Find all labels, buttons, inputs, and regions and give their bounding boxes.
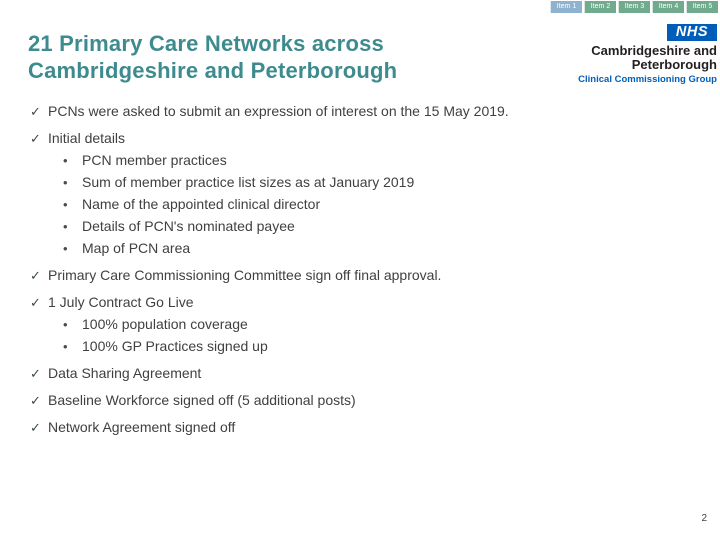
bullet-item <box>63 175 670 190</box>
nav-tabs <box>550 1 718 13</box>
page-number: 2 <box>701 513 707 524</box>
check-icon: ✓ <box>30 295 41 310</box>
nhs-logo-icon: NHS <box>667 24 717 41</box>
bullet-text: Sum of member practice list sizes as at January 2019 <box>82 174 415 190</box>
bullet-dot-icon: • <box>63 175 68 190</box>
bullet-text: PCN member practices <box>82 152 227 168</box>
check-icon: ✓ <box>30 268 41 283</box>
bullet-text: Details of PCN's nominated payee <box>82 218 295 234</box>
bullet-dot-icon: • <box>63 219 68 234</box>
nav-tab-item-5[interactable]: Item 5 <box>686 1 718 13</box>
bullet-item <box>63 339 670 354</box>
bullet-item <box>63 153 670 168</box>
slide-title-line1: 21 Primary Care Networks across <box>28 31 384 56</box>
slide-title-line2: Cambridgeshire and Peterborough <box>28 58 398 83</box>
bullet-text: 100% population coverage <box>82 316 248 332</box>
bullet-text: PCNs were asked to submit an expression of interest on the 15 May 2019. <box>48 103 509 119</box>
bullet-item <box>63 197 670 212</box>
bullet-text: Primary Care Commissioning Committee sign off final approval. <box>48 267 442 283</box>
check-icon: ✓ <box>30 104 41 119</box>
nav-tab-item-1[interactable]: Item 1 <box>550 1 582 13</box>
bullet-item <box>30 268 670 283</box>
bullet-item <box>63 317 670 332</box>
check-icon: ✓ <box>30 131 41 146</box>
check-icon: ✓ <box>30 420 41 435</box>
bullet-dot-icon: • <box>63 197 68 212</box>
bullet-text: Map of PCN area <box>82 240 191 256</box>
bullet-list <box>30 104 670 435</box>
bullet-dot-icon: • <box>63 339 68 354</box>
bullet-dot-icon: • <box>63 317 68 332</box>
bullet-item <box>30 393 670 408</box>
bullet-text: 1 July Contract Go Live <box>48 294 194 310</box>
logo-subtitle: Clinical Commissioning Group <box>578 74 717 85</box>
bullet-text: Baseline Workforce signed off (5 additional posts) <box>48 392 356 408</box>
bullet-item <box>30 366 670 381</box>
nav-tab-item-4[interactable]: Item 4 <box>652 1 684 13</box>
check-icon: ✓ <box>30 393 41 408</box>
bullet-item <box>63 219 670 234</box>
logo-org-line1: Cambridgeshire and <box>591 43 717 58</box>
nav-tab-item-3[interactable]: Item 3 <box>618 1 650 13</box>
slide-title <box>28 30 548 84</box>
bullet-text: 100% GP Practices signed up <box>82 338 268 354</box>
bullet-item <box>30 131 670 146</box>
bullet-dot-icon: • <box>63 153 68 168</box>
nav-tab-item-2[interactable]: Item 2 <box>584 1 616 13</box>
bullet-text: Name of the appointed clinical director <box>82 196 321 212</box>
bullet-dot-icon: • <box>63 241 68 256</box>
bullet-item <box>30 295 670 310</box>
bullet-text: Data Sharing Agreement <box>48 365 202 381</box>
bullet-item <box>30 420 670 435</box>
bullet-item <box>30 104 670 119</box>
bullet-text: Network Agreement signed off <box>48 419 236 435</box>
bullet-item <box>63 241 670 256</box>
check-icon: ✓ <box>30 366 41 381</box>
bullet-text: Initial details <box>48 130 126 146</box>
slide-body <box>30 104 670 435</box>
logo-org-line2: Peterborough <box>631 57 717 72</box>
